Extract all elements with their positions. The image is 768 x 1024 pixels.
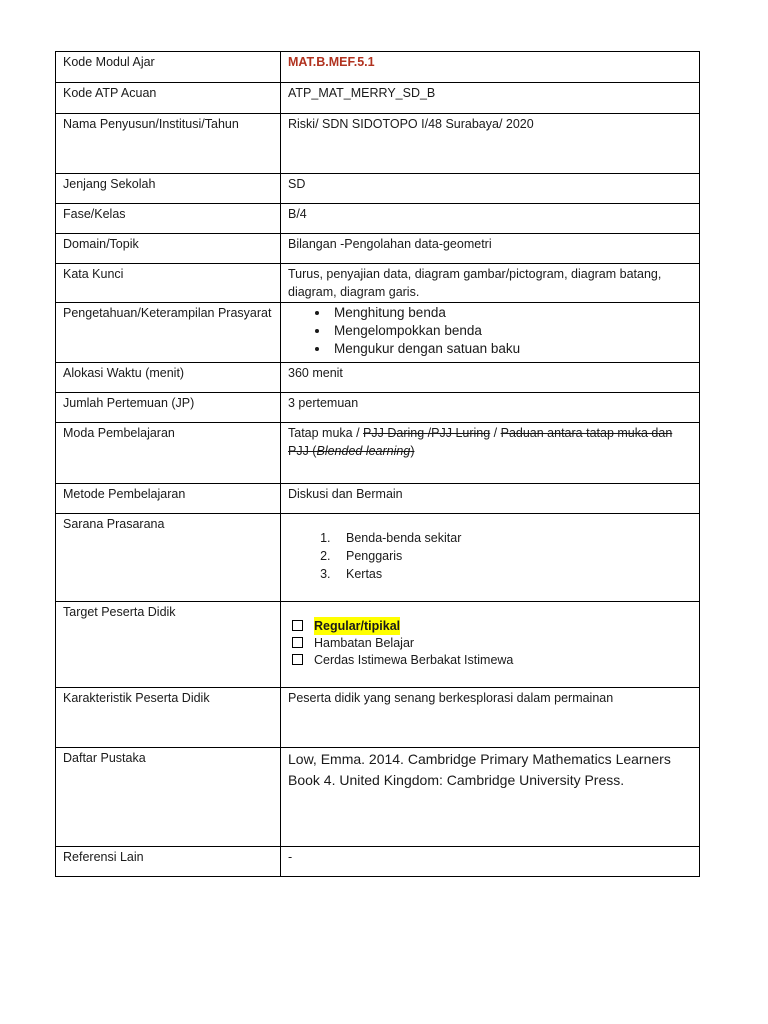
checkbox-icon [292,637,303,648]
option-label: Hambatan Belajar [314,635,415,650]
row-label: Karakteristik Peserta Didik [56,688,281,748]
row-label: Fase/Kelas [56,204,281,234]
table-row [56,484,700,514]
table-row [56,363,700,393]
table-row [56,303,700,363]
row-value: ATP_MAT_MERRY_SD_B [281,83,700,114]
row-label: Daftar Pustaka [56,748,281,847]
table-row [56,748,700,847]
row-label: Sarana Prasarana [56,514,281,602]
row-value: - [281,847,700,877]
row-label: Metode Pembelajaran [56,484,281,514]
option-label: Cerdas Istimewa Berbakat Istimewa [314,652,514,667]
facilities-list [288,529,692,583]
row-value: B/4 [281,204,700,234]
checklist-option [292,617,692,634]
row-label: Kode ATP Acuan [56,83,281,114]
table-row [56,602,700,688]
table-row [56,393,700,423]
row-value: Peserta didik yang senang berkesplorasi dalam permainan [281,688,700,748]
row-label: Domain/Topik [56,234,281,264]
module-code: MAT.B.MEF.5.1 [281,52,700,83]
list-item: • Mengukur dengan satuan baku [330,340,692,358]
learning-mode-value [281,423,700,484]
mode-blended: Paduan antara tatap muka dan PJJ ( [288,426,673,458]
facilities-cell [281,514,700,602]
list-item: 3. Kertas [334,565,692,583]
table-row [56,514,700,602]
row-label: Jumlah Pertemuan (JP) [56,393,281,423]
row-label: Jenjang Sekolah [56,174,281,204]
target-students-cell [281,602,700,688]
table-row [56,52,700,83]
prerequisite-list-cell [281,303,700,363]
checklist-option [292,634,692,651]
table-row [56,264,700,303]
module-info-table [55,51,700,877]
prerequisite-list [288,304,692,358]
row-label: Nama Penyusun/Institusi/Tahun [56,114,281,174]
mode-pjj-luring: /PJJ Luring [427,426,491,440]
row-label: Pengetahuan/Keterampilan Prasyarat [56,303,281,363]
row-label: Alokasi Waktu (menit) [56,363,281,393]
checkbox-icon [292,654,303,665]
list-item: 2. Penggaris [334,547,692,565]
list-item: • Mengelompokkan benda [330,322,692,340]
table-row [56,114,700,174]
table-row [56,688,700,748]
checkbox-icon [292,620,303,631]
table-row [56,847,700,877]
row-label: Kata Kunci [56,264,281,303]
target-checklist [288,617,692,668]
row-value: Riski/ SDN SIDOTOPO I/48 Surabaya/ 2020 [281,114,700,174]
row-value: 360 menit [281,363,700,393]
row-label: Target Peserta Didik [56,602,281,688]
bibliography-value: Low, Emma. 2014. Cambridge Primary Mathematics Learners Book 4. United Kingdom: Cambridge University Press. [281,748,700,847]
row-value: 3 pertemuan [281,393,700,423]
list-item: • Menghitung benda [330,304,692,322]
row-value: Turus, penyajian data, diagram gambar/pictogram, diagram batang, diagram, diagram garis. [281,264,700,303]
row-value: Diskusi dan Bermain [281,484,700,514]
list-item: 1. Benda-benda sekitar [334,529,692,547]
table-row [56,234,700,264]
mode-face-to-face: Tatap muka / [288,426,364,440]
table-row [56,174,700,204]
mode-blended-term: Blended learning [316,444,411,458]
row-value: SD [281,174,700,204]
table-row [56,83,700,114]
option-label-highlighted: Regular/tipikal [314,618,401,633]
row-label: Referensi Lain [56,847,281,877]
row-value: Bilangan -Pengolahan data-geometri [281,234,700,264]
row-label: Kode Modul Ajar [56,52,281,83]
table-row [56,423,700,484]
mode-blended-close: ) [410,444,415,458]
table-row [56,204,700,234]
checklist-option [292,651,692,668]
mode-separator: / [490,426,501,440]
mode-pjj-daring: PJJ Daring [363,426,428,440]
row-label: Moda Pembelajaran [56,423,281,484]
